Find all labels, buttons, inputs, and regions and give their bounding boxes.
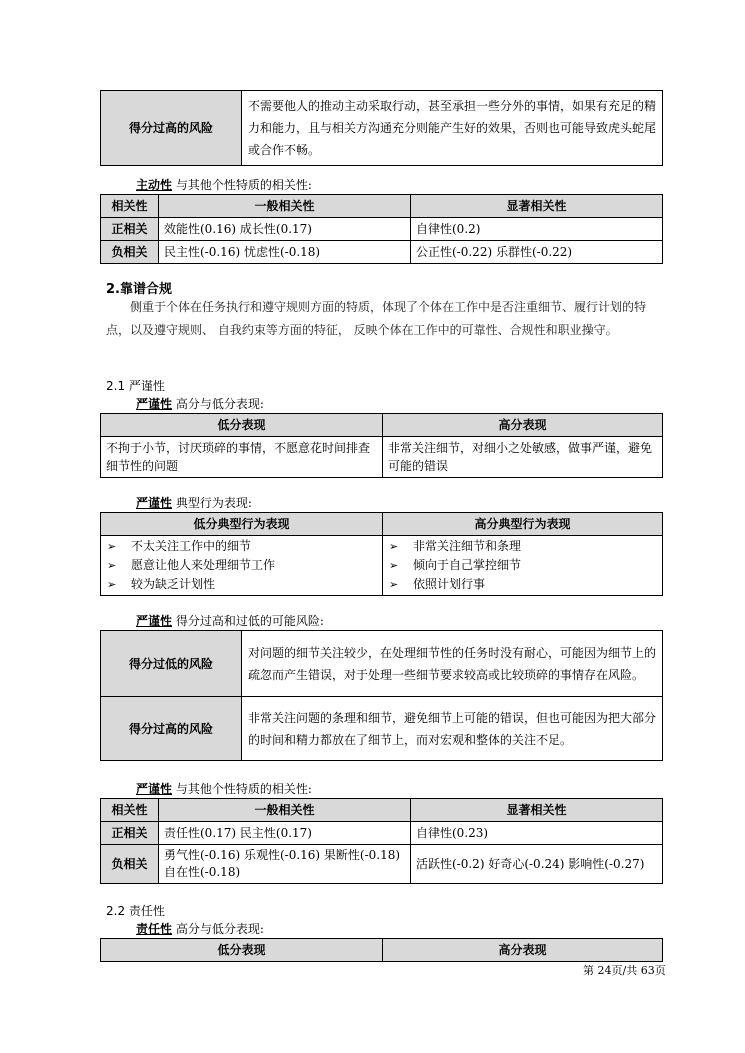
row-label: 负相关 bbox=[101, 241, 159, 264]
significant-corr-cell: 自律性(0.23) bbox=[411, 822, 663, 845]
corr-table bbox=[100, 798, 663, 884]
risk-text: 对问题的细节关注较少，在处理细节性的任务时没有耐心，可能因为细节上的疏忽而产生错误，对于处理一些细节要求较高或比较琐碎的事情存在风险。 bbox=[242, 631, 663, 697]
subsection-heading: 2.1 严谨性 bbox=[106, 379, 165, 393]
list-item: ➢ 依照计划行事 bbox=[389, 577, 486, 591]
hl-caption: 严谨性 高分与低分表现: bbox=[136, 397, 264, 411]
subsection-heading: 2.2 责任性 bbox=[106, 904, 165, 918]
initiative-corr-table bbox=[100, 194, 663, 264]
risk-label: 得分过高的风险 bbox=[101, 91, 242, 166]
list-item: ➢ 较为缺乏计划性 bbox=[107, 577, 216, 591]
risk-text: 非常关注问题的条理和细节，避免细节上可能的错误，但也可能因为把大部分的时间和精力都放在了细节上，而对宏观和整体的关注不足。 bbox=[242, 697, 663, 761]
page-number: 第 24页/共 63页 bbox=[583, 964, 666, 977]
list-item: ➢ 愿意让他人来处理细节工作 bbox=[107, 558, 276, 572]
risk-label: 得分过高的风险 bbox=[101, 697, 242, 761]
behavior-table bbox=[100, 512, 663, 596]
high-behavior-cell bbox=[383, 536, 663, 596]
high-score-cell: 非常关注细节，对细小之处敏感，做事严谨，避免可能的错误 bbox=[383, 437, 663, 478]
section-paragraph: 侧重于个体在任务执行和遵守规则方面的特质，体现了个体在工作中是否注重细节、履行计划的特点，以及遵守规则、 自我约束等方面的特征， 反映个体在工作中的可靠性、合规性和职业操守。 bbox=[106, 300, 647, 337]
section-heading: 2.靠谱合规 bbox=[106, 282, 172, 297]
list-item: ➢ 不太关注工作中的细节 bbox=[107, 539, 252, 553]
col-header: 显著相关性 bbox=[411, 195, 663, 218]
behavior-caption: 严谨性 典型行为表现: bbox=[136, 496, 252, 510]
col-header: 显著相关性 bbox=[411, 799, 663, 822]
risk-table bbox=[100, 630, 663, 761]
general-corr-cell: 效能性(0.16) 成长性(0.17) bbox=[159, 218, 411, 241]
top-risk-table bbox=[100, 90, 663, 166]
col-header: 低分表现 bbox=[101, 414, 383, 437]
corr-caption: 严谨性 与其他个性特质的相关性: bbox=[136, 782, 312, 796]
col-header: 一般相关性 bbox=[159, 799, 411, 822]
row-label: 正相关 bbox=[101, 822, 159, 845]
significant-corr-cell: 自律性(0.2) bbox=[411, 218, 663, 241]
significant-corr-cell: 公正性(-0.22) 乐群性(-0.22) bbox=[411, 241, 663, 264]
high-low-table bbox=[100, 413, 663, 478]
list-item: ➢ 倾向于自己掌控细节 bbox=[389, 558, 522, 572]
row-label: 正相关 bbox=[101, 218, 159, 241]
col-header: 低分典型行为表现 bbox=[101, 513, 383, 536]
col-header: 一般相关性 bbox=[159, 195, 411, 218]
list-item: ➢ 非常关注细节和条理 bbox=[389, 539, 522, 553]
risk-caption: 严谨性 得分过高和过低的可能风险: bbox=[136, 614, 324, 628]
col-header: 高分表现 bbox=[383, 414, 663, 437]
risk-label: 得分过低的风险 bbox=[101, 631, 242, 697]
row-label: 负相关 bbox=[101, 845, 159, 884]
general-corr-cell: 勇气性(-0.16) 乐观性(-0.16) 果断性(-0.18) 自在性(-0.18) bbox=[159, 845, 411, 884]
significant-corr-cell: 活跃性(-0.2) 好奇心(-0.24) 影响性(-0.27) bbox=[411, 845, 663, 884]
low-score-cell: 不拘于小节，讨厌琐碎的事情，不愿意花时间排查细节性的问题 bbox=[101, 437, 383, 478]
col-header: 低分表现 bbox=[101, 939, 383, 962]
risk-text: 不需要他人的推动主动采取行动，甚至承担一些分外的事情，如果有充足的精力和能力，且与相关方沟通充分则能产生好的效果，否则也可能导致虎头蛇尾或合作不畅。 bbox=[242, 91, 663, 166]
initiative-corr-caption: 主动性 与其他个性特质的相关性: bbox=[136, 178, 312, 192]
general-corr-cell: 民主性(-0.16) 忧虑性(-0.18) bbox=[159, 241, 411, 264]
high-low-table bbox=[100, 938, 663, 962]
col-header: 相关性 bbox=[101, 799, 159, 822]
general-corr-cell: 责任性(0.17) 民主性(0.17) bbox=[159, 822, 411, 845]
col-header: 高分典型行为表现 bbox=[383, 513, 663, 536]
col-header: 高分表现 bbox=[383, 939, 663, 962]
col-header: 相关性 bbox=[101, 195, 159, 218]
low-behavior-cell bbox=[101, 536, 383, 596]
hl-caption: 责任性 高分与低分表现: bbox=[136, 922, 264, 936]
